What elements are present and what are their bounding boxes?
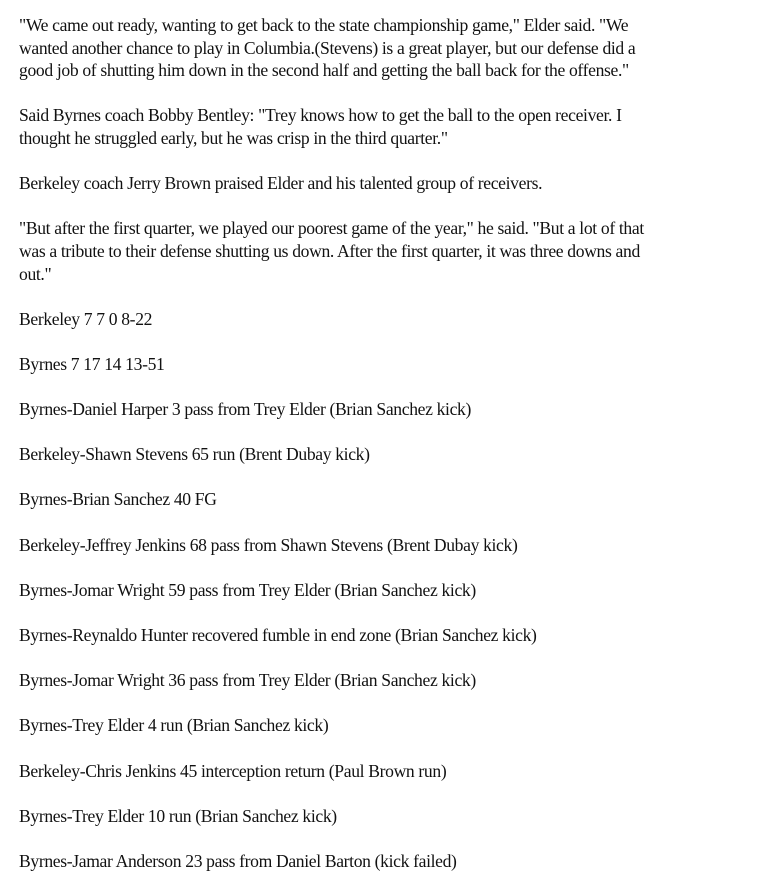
scoring-play: Berkeley-Jeffrey Jenkins 68 pass from Shawn Stevens (Brent Dubay kick) (19, 534, 518, 555)
scoring-play: Byrnes-Jomar Wright 36 pass from Trey Elder (Brian Sanchez kick) (19, 670, 476, 691)
text-line: good job of shutting him down in the second half and getting the ball back for the offense." (19, 60, 629, 81)
text-line: was a tribute to their defense shutting us down. After the first quarter, it was three downs and (19, 240, 640, 261)
scoring-play: Byrnes-Trey Elder 4 run (Brian Sanchez kick) (19, 715, 329, 736)
scoring-play: Byrnes-Jomar Wright 59 pass from Trey Elder (Brian Sanchez kick) (19, 579, 476, 600)
scoring-play: Byrnes-Brian Sanchez 40 FG (19, 489, 217, 510)
text-line: "But after the first quarter, we played our poorest game of the year," he said. "But a lot of that (19, 218, 644, 239)
linescore-byrnes: Byrnes 7 17 14 13-51 (19, 353, 165, 374)
scoring-play: Byrnes-Trey Elder 10 run (Brian Sanchez kick) (19, 805, 337, 826)
linescore-berkeley: Berkeley 7 7 0 8-22 (19, 308, 153, 329)
text-line: thought he struggled early, but he was crisp in the third quarter." (19, 127, 448, 148)
paragraph-brown-praise (19, 172, 758, 195)
quote-paragraph-elder (19, 14, 758, 82)
scoring-play: Byrnes-Daniel Harper 3 pass from Trey Elder (Brian Sanchez kick) (19, 399, 472, 420)
text-line: Said Byrnes coach Bobby Bentley: "Trey knows how to get the ball to the open receiver. I (19, 105, 622, 126)
text-line: "We came out ready, wanting to get back to the state championship game," Elder said. "We (19, 15, 629, 35)
text-line: Berkeley coach Jerry Brown praised Elder and his talented group of receivers. (19, 173, 543, 194)
scoring-play: Berkeley-Shawn Stevens 65 run (Brent Dubay kick) (19, 444, 370, 465)
scoring-play: Byrnes-Reynaldo Hunter recovered fumble in end zone (Brian Sanchez kick) (19, 625, 537, 646)
scoring-play: Berkeley-Chris Jenkins 45 interception return (Paul Brown run) (19, 760, 447, 781)
scoring-play: Byrnes-Jamar Anderson 23 pass from Daniel Barton (kick failed) (19, 850, 457, 871)
text-line: out." (19, 263, 52, 284)
quote-paragraph-bentley (19, 104, 758, 149)
text-line: wanted another chance to play in Columbia.(Stevens) is a great player, but our defense did a (19, 37, 636, 58)
quote-paragraph-brown (19, 217, 758, 285)
